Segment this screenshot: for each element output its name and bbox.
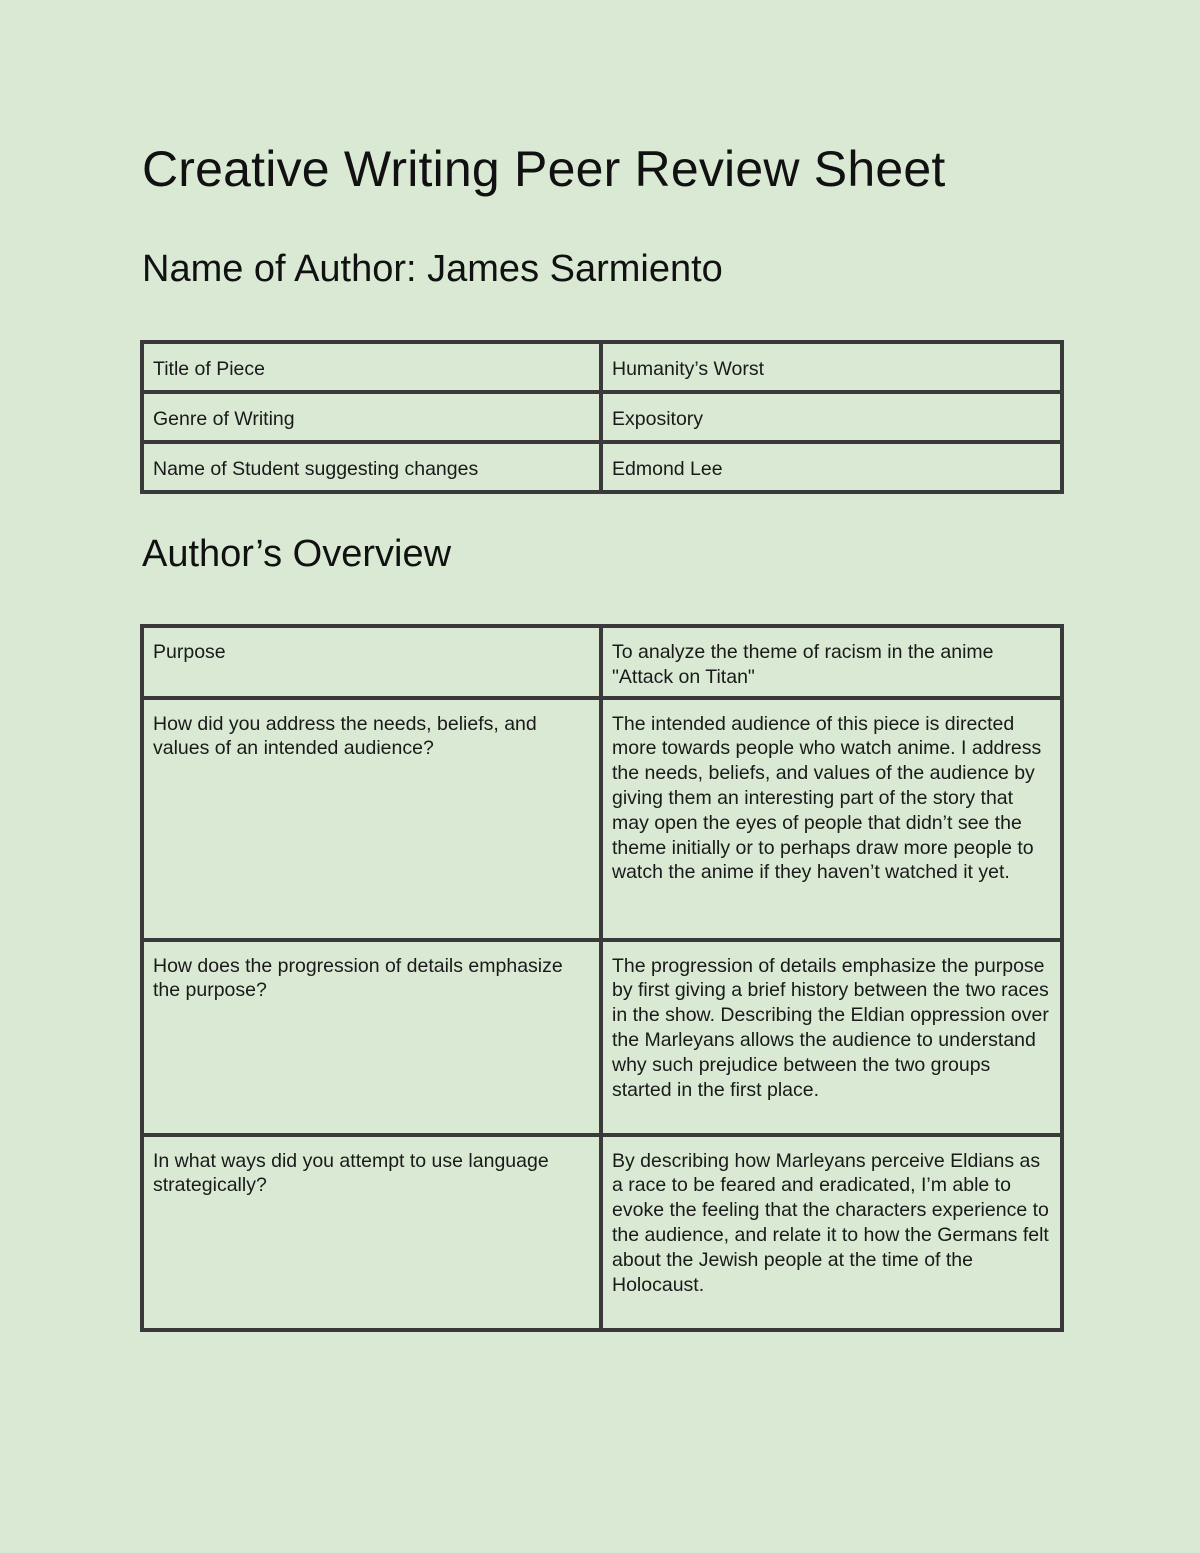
overview-answer: The progression of details emphasize the purpose by first giving a brief history between the two races in the show. Describing the Eldian oppression over the Marleyans allows the audience to understand why such prejudice between the two groups started in the first place. — [601, 940, 1062, 1135]
overview-question: How does the progression of details emphasize the purpose? — [142, 940, 601, 1135]
overview-answer: The intended audience of this piece is directed more towards people who watch anime. I address the needs, beliefs, and values of the audience by giving them an interesting part of the story that may open the eyes of people that didn’t see the theme initially or to perhaps draw more people to watch the anime if they haven’t watched it yet. — [601, 698, 1062, 940]
piece-info-table — [140, 340, 1064, 494]
info-value: Humanity’s Worst — [601, 342, 1062, 392]
overview-question: How did you address the needs, beliefs, and values of an intended audience? — [142, 698, 601, 940]
overview-question: Purpose — [142, 626, 601, 698]
info-label: Title of Piece — [142, 342, 601, 392]
table-row — [142, 1135, 1062, 1330]
info-value: Expository — [601, 392, 1062, 442]
info-label: Genre of Writing — [142, 392, 601, 442]
author-overview-table — [140, 624, 1064, 1332]
overview-question: In what ways did you attempt to use language strategically? — [142, 1135, 601, 1330]
overview-answer: To analyze the theme of racism in the anime "Attack on Titan" — [601, 626, 1062, 698]
table-row — [142, 442, 1062, 492]
page-title: Creative Writing Peer Review Sheet — [142, 141, 946, 197]
author-name-heading: Name of Author: James Sarmiento — [142, 248, 723, 290]
table-row — [142, 698, 1062, 940]
info-value: Edmond Lee — [601, 442, 1062, 492]
table-row — [142, 342, 1062, 392]
table-row — [142, 392, 1062, 442]
table-row — [142, 626, 1062, 698]
table-row — [142, 940, 1062, 1135]
overview-heading: Author’s Overview — [142, 533, 452, 575]
info-label: Name of Student suggesting changes — [142, 442, 601, 492]
overview-answer: By describing how Marleyans perceive Eldians as a race to be feared and eradicated, I’m able to evoke the feeling that the characters experience to the audience, and relate it to how the Germans felt about the Jewish people at the time of the Holocaust. — [601, 1135, 1062, 1330]
